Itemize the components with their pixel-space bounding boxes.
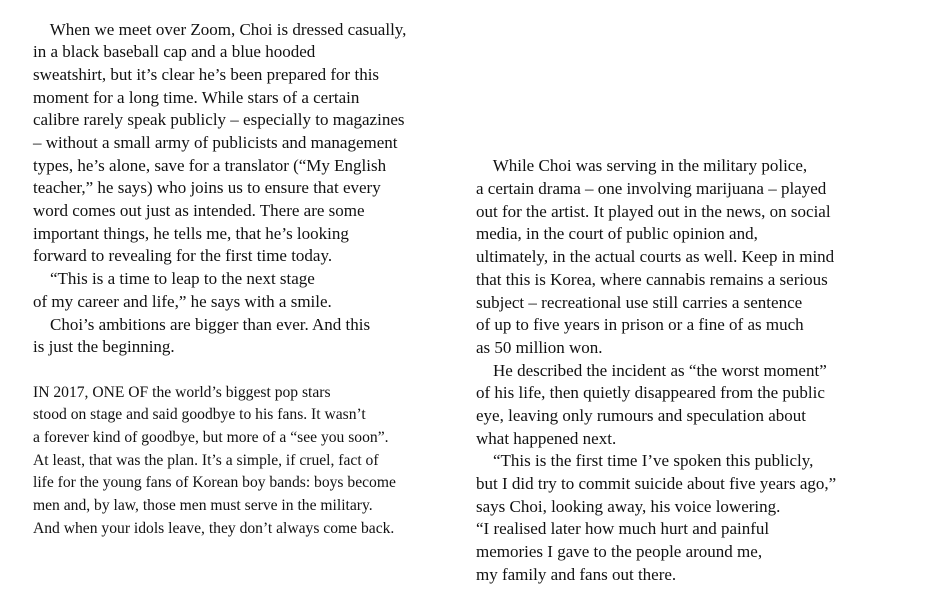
- text-line: At least, that was the plan. It’s a simple, if cruel, fact of: [33, 451, 379, 469]
- text-line: of up to five years in prison or a fine of as much: [476, 315, 804, 335]
- text-line: types, he’s alone, save for a translator (“My English: [33, 155, 387, 175]
- text-line: in a black baseball cap and a blue hooded: [33, 42, 316, 62]
- blank-line: [33, 359, 463, 382]
- text-line: eye, leaving only rumours and speculation about: [476, 405, 806, 425]
- text-line: – without a small army of publicists and management: [33, 133, 398, 153]
- text-line: moment for a long time. While stars of a certain: [33, 87, 360, 107]
- text-line: While Choi was serving in the military police,: [476, 156, 808, 176]
- text-line: important things, he tells me, that he’s looking: [33, 223, 349, 243]
- text-line: what happened next.: [476, 428, 617, 448]
- text-line: ultimately, in the actual courts as well. Keep in mind: [476, 247, 835, 267]
- text-line: out for the artist. It played out in the news, on social: [476, 201, 831, 221]
- text-line: teacher,” he says) who joins us to ensure that every: [33, 178, 381, 198]
- text-line: media, in the court of public opinion and,: [476, 224, 758, 244]
- text-line: memories I gave to the people around me,: [476, 542, 763, 562]
- article-left-column: [33, 19, 463, 541]
- text-line: a forever kind of goodbye, but more of a “see you soon”.: [33, 428, 389, 446]
- text-line: of his life, then quietly disappeared from the public: [476, 383, 825, 403]
- text-line: as 50 million won.: [476, 337, 603, 357]
- text-line: sweatshirt, but it’s clear he’s been prepared for this: [33, 64, 380, 84]
- text-line: my family and fans out there.: [476, 564, 677, 584]
- text-line: “This is a time to leap to the next stage: [33, 269, 315, 289]
- text-line: word comes out just as intended. There are some: [33, 201, 365, 221]
- text-line: men and, by law, those men must serve in the military.: [33, 497, 373, 515]
- text-line: but I did try to commit suicide about five years ago,”: [476, 474, 837, 494]
- text-line: subject – recreational use still carries a sentence: [476, 292, 803, 312]
- text-line: IN 2017, ONE OF the world’s biggest pop stars: [33, 383, 331, 401]
- text-line: “I realised later how much hurt and painful: [476, 519, 770, 539]
- text-line: When we meet over Zoom, Choi is dressed casually,: [33, 19, 407, 39]
- text-line: And when your idols leave, they don’t always come back.: [33, 519, 395, 537]
- text-line: “This is the first time I’ve spoken this publicly,: [476, 451, 814, 471]
- text-line: life for the young fans of Korean boy bands: boys become: [33, 474, 396, 492]
- text-line: is just the beginning.: [33, 337, 175, 357]
- article-right-column: [476, 155, 906, 586]
- text-line: stood on stage and said goodbye to his fans. It wasn’t: [33, 406, 366, 424]
- text-line: of my career and life,” he says with a smile.: [33, 291, 332, 311]
- text-line: calibre rarely speak publicly – especially to magazines: [33, 110, 405, 130]
- text-line: forward to revealing for the first time today.: [33, 246, 333, 266]
- text-line: says Choi, looking away, his voice lowering.: [476, 496, 781, 516]
- text-line: a certain drama – one involving marijuana – played: [476, 179, 827, 199]
- text-line: Choi’s ambitions are bigger than ever. And this: [33, 314, 371, 334]
- text-line: that this is Korea, where cannabis remains a serious: [476, 269, 828, 289]
- text-line: He described the incident as “the worst moment”: [476, 360, 827, 380]
